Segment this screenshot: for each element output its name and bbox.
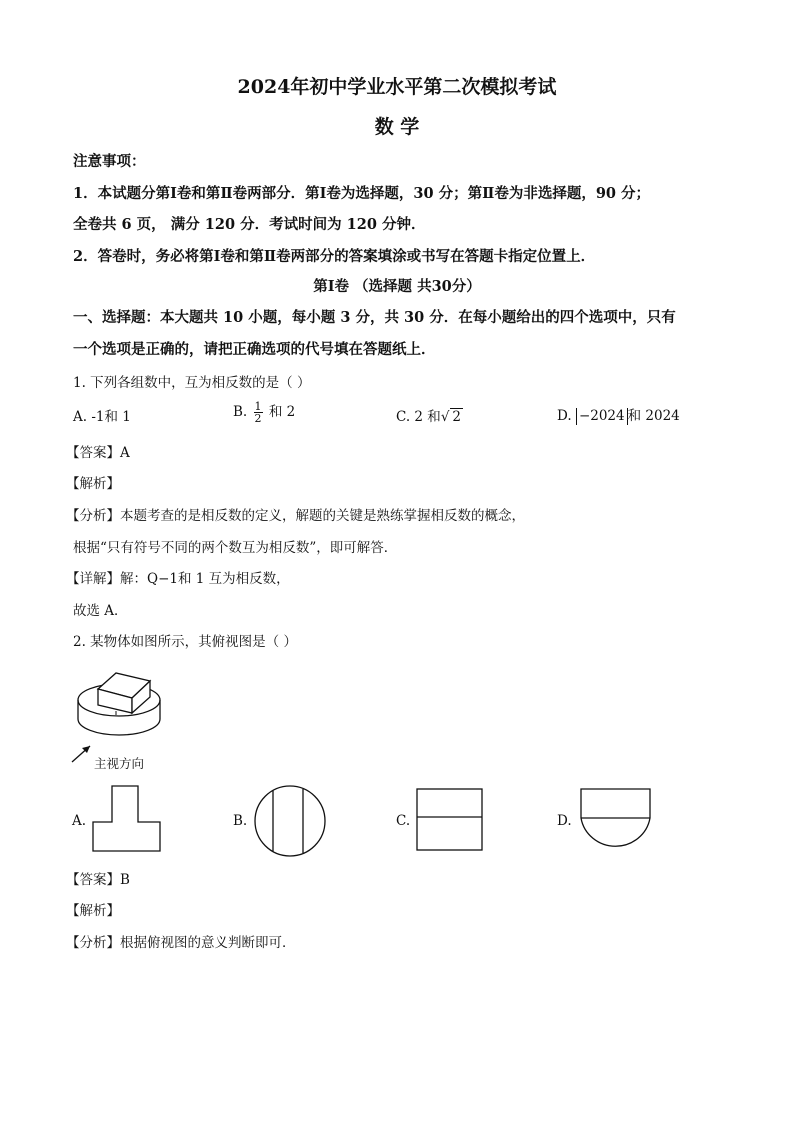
q2-answer-value: B — [120, 872, 130, 888]
q2-answer — [66, 868, 130, 888]
q2-answer-tag: 【答案】 — [66, 872, 120, 888]
q1-detail — [66, 567, 290, 587]
q1-option-a: A. -1和 1 — [73, 409, 131, 425]
q1-option-b-fraction — [254, 401, 263, 424]
q1-option-c-radicand: 2 — [452, 409, 462, 425]
q1-option-b-denominator: 2 — [254, 412, 262, 425]
q2-option-a-label: A. — [72, 813, 87, 829]
q1-analysis-tag: 【解析】 — [66, 476, 120, 492]
q2-option-c-label: C. — [396, 813, 411, 829]
q2-fenxi-text: 根据俯视图的意义判断即可． — [120, 935, 296, 951]
q1-detail-tag: 【详解】 — [66, 571, 120, 587]
subject-title: 数 学 — [374, 116, 420, 138]
q2-fenxi — [66, 931, 296, 951]
q2-object-figure — [60, 655, 170, 765]
notes-line-1b: 全卷共 6 页， 满分 120 分．考试时间为 120 分钟． — [73, 216, 426, 233]
q1-option-c — [396, 405, 463, 425]
q1-option-c-label: C. 2 和 — [396, 409, 441, 425]
q2-direction-label: 主视方向 — [94, 756, 145, 771]
q1-fenxi-tag: 【分析】 — [66, 508, 120, 524]
q1-answer — [66, 441, 130, 461]
q2-option-d-label: D. — [557, 813, 572, 829]
q2-option-a-shape — [92, 785, 162, 853]
notes-heading: 注意事项： — [73, 153, 146, 170]
q1-answer-value: A — [120, 445, 130, 461]
q2-option-b-label: B. — [233, 813, 248, 829]
q1-fenxi-text: 本题考查的是相反数的定义，解题的关键是熟练掌握相反数的概念， — [120, 508, 525, 524]
q2-option-b-shape — [254, 785, 326, 857]
q1-option-b-label: B. — [233, 404, 248, 420]
q1-option-d — [557, 404, 680, 425]
q2-option-d-shape — [580, 788, 652, 854]
q1-option-b-rest: 和 2 — [268, 404, 296, 420]
q1-answer-tag: 【答案】 — [66, 445, 120, 461]
section-instructions-1: 一、选择题：本大题共 10 小题，每小题 3 分，共 30 分．在每小题给出的四个选项中，只有 — [73, 309, 676, 326]
q1-fenxi-2: 根据“只有符号不同的两个数互为相反数”，即可解答． — [73, 540, 398, 556]
notes-line-1a: 1．本试题分第Ⅰ卷和第Ⅱ卷两部分．第Ⅰ卷为选择题，30 分；第Ⅱ卷为非选择题，90 分； — [73, 185, 651, 202]
q1-fenxi — [66, 504, 525, 524]
q1-stem: 1. 下列各组数中，互为相反数的是（ ） — [73, 375, 311, 391]
q2-analysis-tag: 【解析】 — [66, 903, 120, 919]
q1-conclusion: 故选 A． — [73, 603, 128, 619]
q1-option-d-rest: 和 2024 — [627, 408, 680, 424]
q2-fenxi-tag: 【分析】 — [66, 935, 120, 951]
q1-option-b-numerator: 1 — [254, 400, 262, 413]
q1-option-d-label: D. — [557, 408, 572, 424]
sqrt-symbol: √ — [440, 409, 450, 425]
q2-stem: 2. 某物体如图所示，其俯视图是（ ） — [73, 634, 297, 650]
q1-option-d-absolute-value: −2024 — [576, 408, 628, 425]
q1-detail-text: 解：Q−1和 1 互为相反数， — [120, 571, 290, 587]
section-title: 第Ⅰ卷 （选择题 共30分） — [313, 278, 481, 295]
q2-option-c-shape — [416, 788, 484, 852]
q1-option-b — [233, 400, 295, 424]
exam-title: 2024年初中学业水平第二次模拟考试 — [237, 76, 557, 98]
section-instructions-2: 一个选项是正确的，请把正确选项的代号填在答题纸上． — [73, 341, 436, 358]
notes-line-2: 2．答卷时，务必将第Ⅰ卷和第Ⅱ卷两部分的答案填涂或书写在答题卡指定位置上． — [73, 248, 596, 265]
